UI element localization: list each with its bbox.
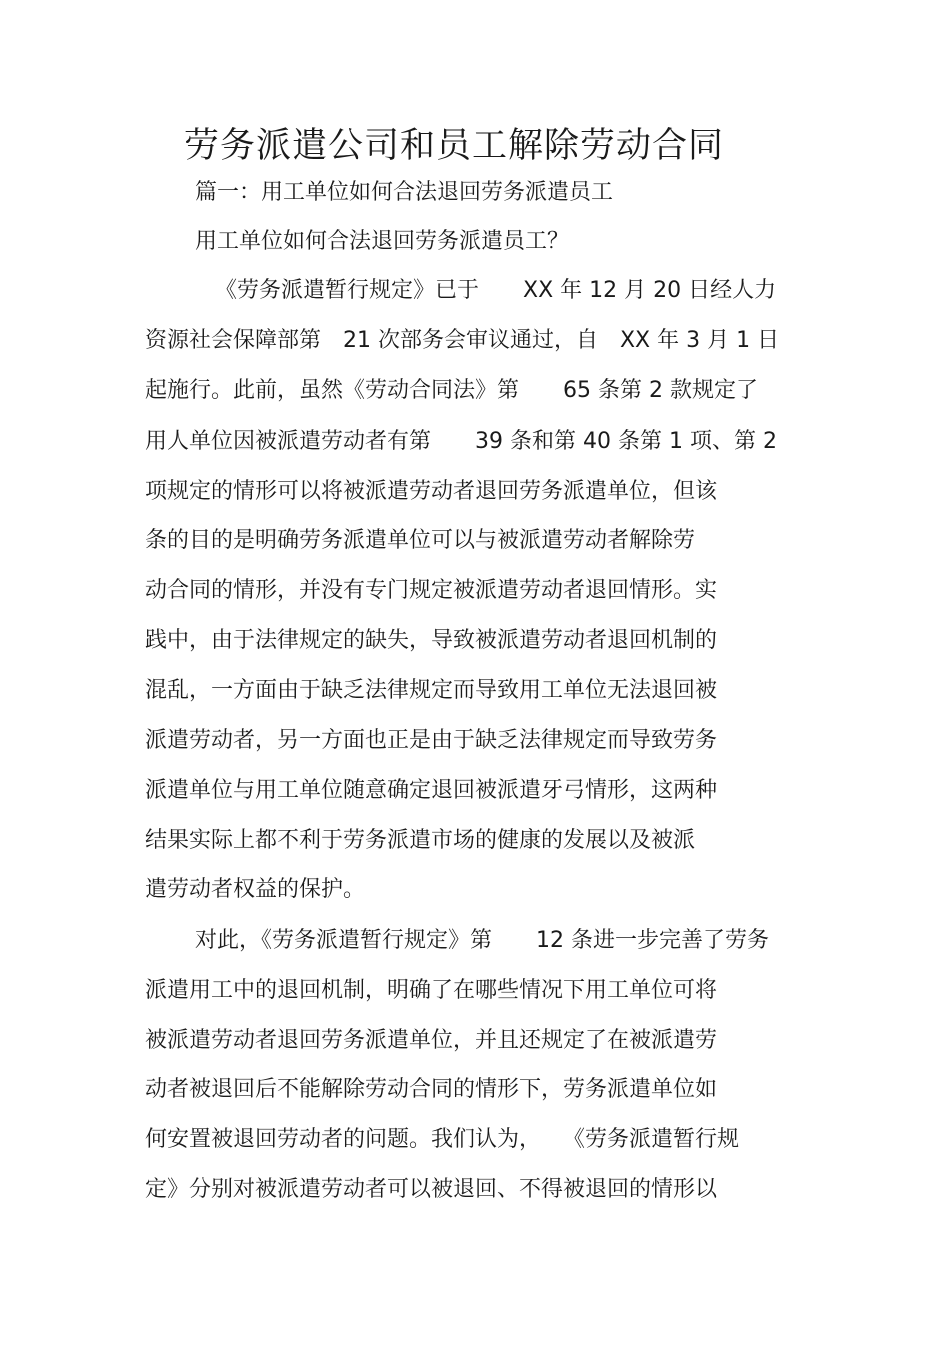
paragraph-line: 资源社会保障部第 21 次部务会审议通过，自 XX 年 3 月 1 日 (145, 328, 780, 353)
paragraph-line: 条的目的是明确劳务派遣单位可以与被派遣劳动者解除劳 (145, 528, 696, 553)
paragraph-line: 混乱，一方面由于缺乏法律规定而导致用工单位无法退回被 (145, 678, 718, 703)
paragraph-line: 动合同的情形，并没有专门规定被派遣劳动者退回情形。实 (145, 578, 718, 603)
paragraph-line: 对此，《劳务派遣暂行规定》第 12 条进一步完善了劳务 (195, 928, 769, 953)
paragraph-line: 项规定的情形可以将被派遣劳动者退回劳务派遣单位，但该 (145, 479, 718, 504)
paragraph-line: 何安置被退回劳动者的问题。我们认为， 《劳务派遣暂行规 (145, 1127, 740, 1152)
paragraph-line: 定》分别对被派遣劳动者可以被退回、不得被退回的情形以 (145, 1177, 718, 1202)
paragraph-line: 用人单位因被派遣劳动者有第 39 条和第 40 条第 1 项、第 2 (145, 429, 777, 454)
paragraph-line: 派遣劳动者，另一方面也正是由于缺乏法律规定而导致劳务 (145, 728, 718, 753)
paragraph-line: 结果实际上都不利于劳务派遣市场的健康的发展以及被派 (145, 828, 696, 853)
paragraph-line: 动者被退回后不能解除劳动合同的情形下，劳务派遣单位如 (145, 1077, 718, 1102)
paragraph-line: 《劳务派遣暂行规定》已于 XX 年 12 月 20 日经人力 (215, 278, 777, 303)
question-line: 用工单位如何合法退回劳务派遣员工？ (195, 229, 570, 254)
paragraph-line: 被派遣劳动者退回劳务派遣单位，并且还规定了在被派遣劳 (145, 1028, 718, 1053)
paragraph-line: 践中，由于法律规定的缺失，导致被派遣劳动者退回机制的 (145, 628, 718, 653)
paragraph-line: 派遣用工中的退回机制，明确了在哪些情况下用工单位可将 (145, 978, 718, 1003)
paragraph-line: 起施行。此前，虽然《劳动合同法》第 65 条第 2 款规定了 (145, 378, 758, 403)
paragraph-line: 派遣单位与用工单位随意确定退回被派遣牙弓情形，这两种 (145, 778, 718, 803)
section-heading: 篇一：用工单位如何合法退回劳务派遣员工 (195, 180, 614, 205)
document-title: 劳务派遣公司和员工解除劳动合同 (183, 126, 724, 166)
paragraph-line: 遣劳动者权益的保护。 (145, 877, 366, 902)
